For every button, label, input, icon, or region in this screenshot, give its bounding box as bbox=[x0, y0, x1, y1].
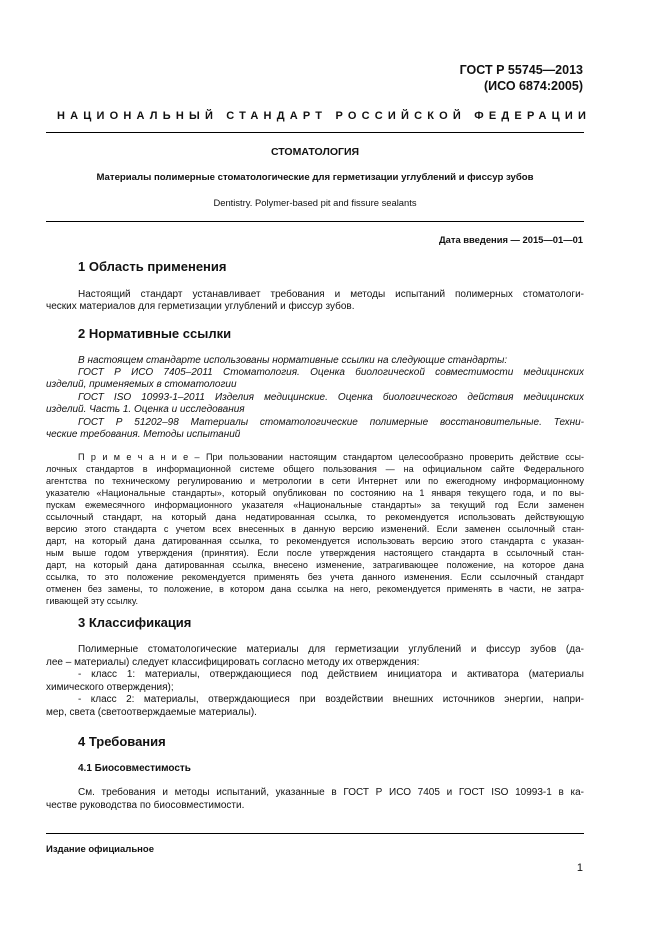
reference-line: изделий, применяемых в стоматологии bbox=[46, 379, 237, 390]
note-line: агентства по техническому регулированию и метрологии в сети Интернет или по ежегодному информационному bbox=[46, 476, 584, 486]
note-line: ссылка, то это положение рекомендуется применять без учета данного изменения. Если ссылочный стандарт bbox=[46, 572, 584, 582]
reference-line: ческие требования. Методы испытаний bbox=[46, 429, 241, 440]
footer-divider bbox=[46, 833, 584, 834]
document-title-ru: Материалы полимерные стоматологические для герметизации углублений и фиссур зубов bbox=[96, 172, 534, 183]
note-line: указателю «Национальные стандарты», который опубликован по состоянию на 1 января текущего года, и по вы- bbox=[46, 488, 584, 498]
reference-line: ГОСТ Р 51202–98 Материалы стоматологические полимерные восстановительные. Техни- bbox=[78, 417, 584, 428]
iso-number: (ИСО 6874:2005) bbox=[484, 79, 583, 93]
page-number: 1 bbox=[576, 862, 583, 874]
paragraph-line: Полимерные стоматологические материалы для герметизации углублений и фиссур зубов (да- bbox=[78, 644, 584, 655]
introduction-date: Дата введения — 2015—01—01 bbox=[438, 234, 583, 245]
standard-number: ГОСТ Р 55745—2013 bbox=[459, 63, 583, 77]
reference-line: изделий. Часть 1. Оценка и исследования bbox=[46, 404, 245, 415]
reference-line: ГОСТ ISO 10993-1–2011 Изделия медицинские. Оценка биологического действия медицинских bbox=[78, 392, 584, 403]
section-1-heading: 1 Область применения bbox=[78, 259, 227, 274]
document-identifier bbox=[460, 62, 583, 94]
paragraph-line: Настоящий стандарт устанавливает требования и методы испытаний полимерных стоматологи- bbox=[78, 289, 584, 300]
reference-line: ГОСТ Р ИСО 7405–2011 Стоматология. Оценка биологической совместимости медицинских bbox=[78, 367, 584, 378]
subsection-4-1-heading: 4.1 Биосовместимость bbox=[78, 763, 191, 774]
header-divider bbox=[46, 132, 584, 133]
note-line: дарт, на который дана датированная ссылка, внесено изменение, затрагивающее положение, на которое дана bbox=[46, 560, 584, 570]
class-item-line: химического отверждения); bbox=[46, 682, 174, 693]
note-line: пускам ежемесячного информационного указателя «Национальные стандарты» за текущий год Если заменен bbox=[46, 500, 584, 510]
note-line: ным выше годом утверждения (принятия). Если после утверждения настоящего стандарта в ссылочный стан- bbox=[46, 548, 584, 558]
title-divider bbox=[46, 221, 584, 222]
subject-title: СТОМАТОЛОГИЯ bbox=[270, 146, 360, 158]
section-2-heading: 2 Нормативные ссылки bbox=[78, 326, 232, 341]
class-item-line: мер, света (светоотверждаемые материалы). bbox=[46, 707, 257, 718]
note-line: гивающей эту ссылку. bbox=[46, 596, 139, 606]
note-line: версию этого стандарта с учетом всех внесенных в данную версию изменений. Если заменен ссылочный стан- bbox=[46, 524, 584, 534]
section-3-heading: 3 Классификация bbox=[78, 615, 192, 630]
note-line: лочных стандартов в информационной системе общего пользования — на официальном сайте Федерального bbox=[46, 464, 584, 474]
note-line: дарт, на который дана датированная ссылка, то рекомендуется использовать версию этого стандарта с указан- bbox=[46, 536, 584, 546]
official-edition-label: Издание официальное bbox=[46, 844, 154, 855]
class-item-line: - класс 1: материалы, отверждающиеся под действием инициатора и активатора (материалы bbox=[78, 669, 584, 680]
note-line: отменен без замены, то положение, в котором дана ссылка на него, рекомендуется применять в части, не затра- bbox=[46, 584, 584, 594]
paragraph-line: ческих материалов для герметизации углублений и фиссур зубов. bbox=[46, 301, 355, 312]
reference-intro: В настоящем стандарте использованы нормативные ссылки на следующие стандарты: bbox=[78, 355, 508, 366]
class-item-line: - класс 2: материалы, отверждающиеся при воздействии внешних источников энергии, напри- bbox=[78, 694, 584, 705]
note-line: П р и м е ч а н и е – При пользовании настоящим стандартом целесообразно проверить действие ссы- bbox=[78, 452, 584, 462]
section-4-heading: 4 Требования bbox=[78, 734, 166, 749]
paragraph-line: честве руководства по биосовместимости. bbox=[46, 800, 245, 811]
paragraph-line: См. требования и методы испытаний, указанные в ГОСТ Р ИСО 7405 и ГОСТ ISO 10993-1 в ка- bbox=[78, 787, 584, 798]
paragraph-line: лее – материалы) следует классифицировать согласно методу их отверждения: bbox=[46, 657, 420, 668]
document-title-en: Dentistry. Polymer-based pit and fissure sealants bbox=[213, 197, 417, 208]
note-line: ссылочный стандарт, на который дана недатированная ссылка, то рекомендуется использовать действующую bbox=[46, 512, 584, 522]
national-standard-banner: НАЦИОНАЛЬНЫЙ СТАНДАРТ РОССИЙСКОЙ ФЕДЕРАЦИИ bbox=[57, 110, 592, 122]
